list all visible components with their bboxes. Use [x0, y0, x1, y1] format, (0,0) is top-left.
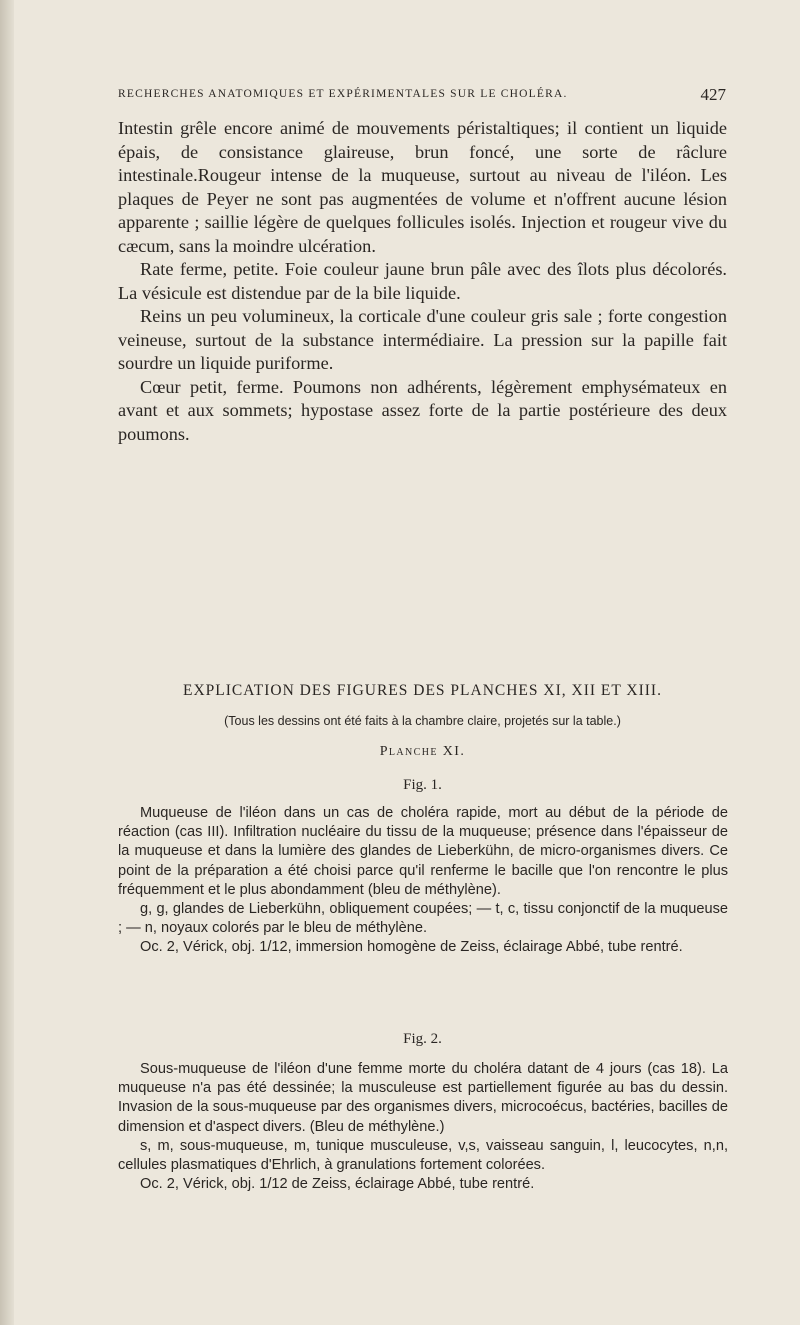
page-number: 427	[700, 85, 726, 104]
figure-2-legend: s, m, sous-muqueuse, m, tunique musculeuse, v,s, vaisseau sanguin, l, leucocytes, n,n, cellules plasmatiques d'Ehrlich, à granulations fortement colorées.	[118, 1137, 728, 1174]
figure-1-label: Fig. 1.	[403, 777, 442, 793]
figure-1-caption	[118, 804, 728, 958]
paragraph-heart-lungs: Cœur petit, ferme. Poumons non adhérents, légèrement emphysémateux en avant et aux sommets; hypostase assez forte de la partie postérieure des deux poumons.	[118, 376, 727, 444]
figure-1-legend: g, g, glandes de Lieberkühn, obliquement coupées; — t, c, tissu conjonctif de la muqueuse ; — n, noyaux colorés par le bleu de méthylène.	[118, 901, 728, 937]
section-note: (Tous les dessins ont été faits à la chambre claire, projetés sur la table.)	[224, 714, 621, 728]
paragraph-spleen-liver: Rate ferme, petite. Foie couleur jaune brun pâle avec des îlots plus décolorés. La vésicule est distendue par de la bile liquide.	[118, 259, 727, 303]
plate-title: Planche XI.	[379, 744, 466, 759]
figure-1-description: Muqueuse de l'iléon dans un cas de choléra rapide, mort au début de la période de réaction (cas III). Infiltration nucléaire du tissu de la muqueuse; présence dans l'épaisseur de la muqueuse et dans la lumière des glandes de Lieberkühn, de micro-organismes divers. Ce point de la préparation a été choisi parce qu'il renferme le bacille que l'on rencontre le plus fréquemment et le plus abondamment (bleu de méthylène).	[118, 805, 728, 898]
paragraph-intestine: Intestin grêle encore animé de mouvements péristaltiques; il contient un liquide épais, de consistance glaireuse, brun foncé, une sorte de râclure intestinale.Rougeur intense de la muqueuse, surtout au niveau de l'iléon. Les plaques de Peyer ne sont pas augmentées de volume et n'offrent aucune lésion apparente ; saillie légère de quelques follicules isolés. Injection et rougeur vive du cæcum, sans la moindre ulcération.	[118, 118, 727, 256]
binding-edge	[0, 0, 14, 1325]
figure-1-optics: Oc. 2, Vérick, obj. 1/12, immersion homogène de Zeiss, éclairage Abbé, tube rentré.	[140, 939, 683, 956]
figure-2-label: Fig. 2.	[403, 1031, 442, 1047]
figure-2-description: Sous-muqueuse de l'iléon d'une femme morte du choléra datant de 4 jours (cas 18). La muqueuse n'a pas été dessinée; la musculeuse est partiellement figurée au bas du dessin. Invasion de la sous-muqueuse par des organismes divers, microcoécus, bactéries, bacilles de dimension et d'aspect divers. (Bleu de méthylène.)	[118, 1061, 728, 1135]
running-head-title: RECHERCHES ANATOMIQUES ET EXPÉRIMENTALES SUR LE CHOLÉRA.	[118, 88, 568, 100]
autopsy-text	[118, 117, 727, 446]
paragraph-kidneys: Reins un peu volumineux, la corticale d'une couleur gris sale ; forte congestion veineuse, surtout de la substance intermédiaire. La pression sur la papille fait sourdre un liquide puriforme.	[118, 306, 727, 373]
figure-2-optics: Oc. 2, Vérick, obj. 1/12 de Zeiss, éclairage Abbé, tube rentré.	[140, 1176, 535, 1193]
section-heading: EXPLICATION DES FIGURES DES PLANCHES XI, XII ET XIII.	[183, 682, 662, 699]
figure-2-caption	[118, 1060, 728, 1194]
